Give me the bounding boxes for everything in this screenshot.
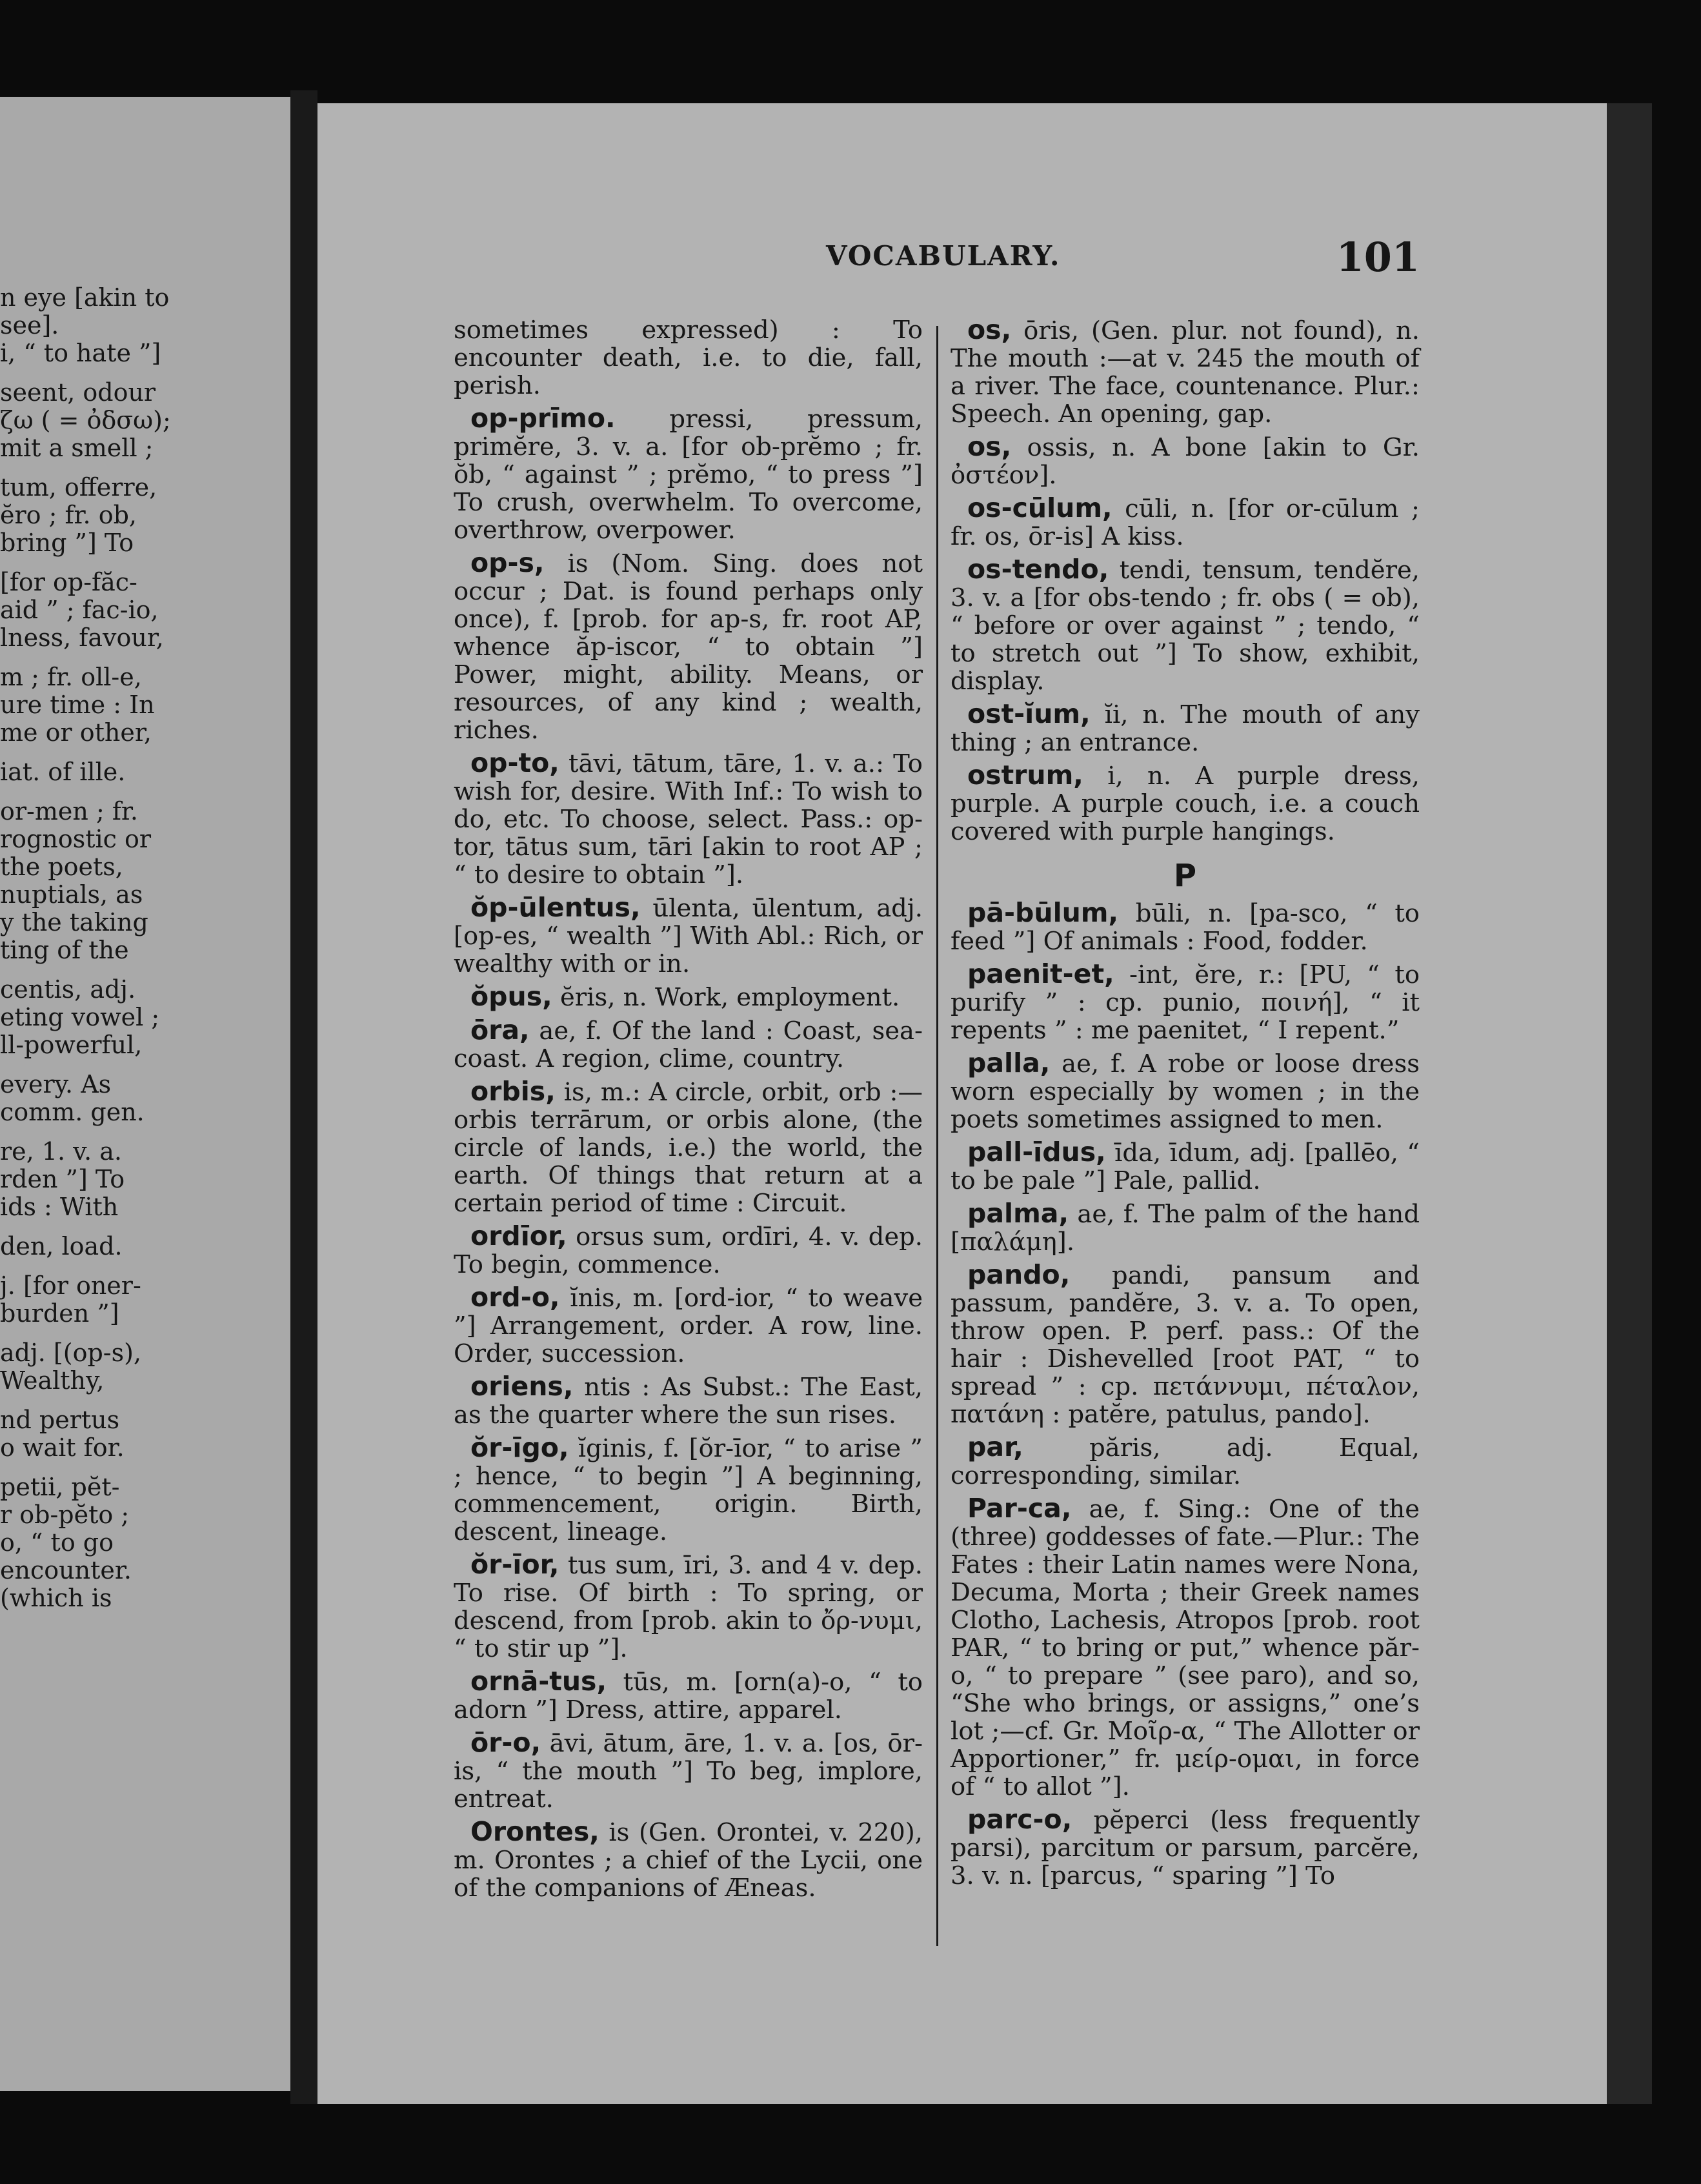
left-page-line: i, “ to hate ”] bbox=[0, 339, 161, 367]
dictionary-entry bbox=[951, 899, 1420, 955]
dictionary-entry bbox=[951, 1495, 1420, 1801]
left-page-line: bring ”] To bbox=[0, 529, 134, 557]
entry-definition: ĭginis, f. [ŏr-īor, “ to arise ” ; hence, “ to begin ”] A beginning, commencement, origin. Birth, descent, lineage. bbox=[454, 1434, 923, 1546]
entry-headword: pall-īdus, bbox=[967, 1137, 1106, 1168]
entry-definition: pressi, pressum, primĕre, 3. v. a. [for ob-prĕmo ; fr. ŏb, “ against ” ; prĕmo, “ to press ”] To crush, overwhelm. To overcome, overthrow, overpower. bbox=[454, 405, 923, 545]
dictionary-entry bbox=[454, 549, 923, 744]
entry-headword: op-prīmo. bbox=[470, 403, 616, 434]
dictionary-entry bbox=[454, 983, 923, 1011]
dictionary-entry bbox=[454, 405, 923, 544]
left-page-line: me or other, bbox=[0, 718, 152, 747]
entry-headword: parc-o, bbox=[967, 1804, 1072, 1835]
dictionary-entry bbox=[951, 1200, 1420, 1256]
left-page-line: every. As bbox=[0, 1070, 112, 1098]
dictionary-entry bbox=[454, 1818, 923, 1902]
entry-headword: ōra, bbox=[470, 1015, 530, 1046]
left-page-line: see]. bbox=[0, 311, 59, 339]
dictionary-entry bbox=[454, 1284, 923, 1368]
entry-headword: os, bbox=[967, 314, 1012, 345]
dictionary-entry bbox=[454, 894, 923, 978]
left-page-line: seent, odour bbox=[0, 378, 156, 407]
left-page-line: y the taking bbox=[0, 908, 148, 936]
entry-definition: ĕris, n. Work, employment. bbox=[559, 983, 900, 1012]
entry-definition: pandi, pansum and passum, pandĕre, 3. v. a. To open, throw open. P. perf. pass.: Of the hair : Dishevelled [root PAT, “ to spread ” : cp. πετάννυμι, πέταλον, πατάνη : patĕre, patulus, pando]. bbox=[951, 1261, 1420, 1429]
dictionary-entry bbox=[454, 316, 923, 399]
entry-headword: Par-ca, bbox=[967, 1493, 1072, 1524]
dictionary-entry bbox=[454, 1222, 923, 1279]
entry-definition: is, m.: A circle, orbit, orb :—orbis terrārum, or orbis alone, (the circle of lands, i.e.) the world, the earth. Of things that return at a certain period of time : Circuit. bbox=[454, 1078, 923, 1218]
left-page-line: tum, offerre, bbox=[0, 473, 157, 501]
column-right bbox=[951, 316, 1420, 1895]
entry-headword: ost-ĭum, bbox=[967, 698, 1091, 729]
left-page-line: comm. gen. bbox=[0, 1098, 145, 1126]
entry-definition: ae, f. A robe or loose dress worn especially by women ; in the poets sometimes assigned to men. bbox=[951, 1049, 1420, 1134]
book-gutter bbox=[290, 90, 317, 2104]
dictionary-entry bbox=[951, 1049, 1420, 1133]
left-page-line: n eye [akin to bbox=[0, 283, 170, 312]
entry-headword: par, bbox=[967, 1431, 1023, 1462]
entry-definition: ae, f. Sing.: One of the (three) goddesses of fate.—Plur.: The Fates : their Latin names were Nona, Decuma, Morta ; their Greek names Clotho, Lachesis, Atropos [prob. root PAR, “ to bring or put,” whence păr-o, “ to prepare ” (see paro), and so, “She who brings, or assigns,” one’s lot ;—cf. Gr. Μοῖρ-α, “ The Allotter or Apportioner,” fr. μείρ-ομαι, in force of “ to allot ”]. bbox=[951, 1495, 1420, 1801]
entry-headword: oriens, bbox=[470, 1371, 574, 1402]
entry-headword: ŏpus, bbox=[470, 981, 552, 1012]
entry-headword: ornā-tus, bbox=[470, 1666, 607, 1697]
entry-headword: paenit-et, bbox=[967, 958, 1114, 989]
dictionary-entry bbox=[454, 1078, 923, 1217]
entry-definition: ōris, (Gen. plur. not found), n. The mouth :—at v. 245 the mouth of a river. The face, countenance. Plur.: Speech. An opening, gap. bbox=[951, 316, 1420, 429]
left-page-line: ting of the bbox=[0, 936, 129, 964]
entry-definition: būli, n. [pa-sco, “ to feed ”] Of animals : Food, fodder. bbox=[951, 899, 1420, 956]
entry-definition: āvi, ātum, āre, 1. v. a. [os, ōr-is, “ the mouth ”] To beg, implore, entreat. bbox=[454, 1729, 923, 1814]
left-page-line: ids : With bbox=[0, 1193, 119, 1221]
dictionary-entry bbox=[454, 1373, 923, 1429]
page-header bbox=[510, 234, 1420, 285]
entry-headword: ŏp-ūlentus, bbox=[470, 892, 641, 923]
entry-headword: Orontes, bbox=[470, 1816, 599, 1847]
entry-definition: orsus sum, ordīri, 4. v. dep. To begin, commence. bbox=[454, 1222, 923, 1279]
entry-headword: op-s, bbox=[470, 547, 545, 578]
entry-definition: ntis : As Subst.: The East, as the quarter where the sun rises. bbox=[454, 1373, 923, 1430]
entry-definition: tūs, m. [orn(a)-o, “ to adorn ”] Dress, attire, apparel. bbox=[454, 1668, 923, 1724]
left-page-line: iat. of ille. bbox=[0, 758, 126, 786]
entry-definition: pĕperci (less frequently parsi), parcitum or parsum, parcĕre, 3. v. n. [parcus, “ sparing ”] To bbox=[951, 1806, 1420, 1890]
dictionary-entry bbox=[454, 1434, 923, 1546]
section-letter: P bbox=[1173, 858, 1197, 894]
entry-definition: ae, f. The palm of the hand [παλάμη]. bbox=[951, 1200, 1420, 1257]
entry-definition: īda, īdum, adj. [pallēo, “ to be pale ”] Pale, pallid. bbox=[951, 1138, 1420, 1195]
entry-definition: tāvi, tātum, tāre, 1. v. a.: To wish for, desire. With Inf.: To wish to do, etc. To choose, select. Pass.: op-tor, tātus sum, tāri [akin to root AP ; “ to desire to obtain ”]. bbox=[454, 749, 923, 889]
left-page-line: re, 1. v. a. bbox=[0, 1137, 122, 1166]
left-page-line: burden ”] bbox=[0, 1299, 119, 1328]
column-left bbox=[454, 316, 923, 1907]
left-page-line: r ob-pĕto ; bbox=[0, 1501, 130, 1529]
left-page-line: ζω ( = ὀδσω); bbox=[0, 406, 171, 434]
entry-headword: ŏr-īor, bbox=[470, 1549, 559, 1580]
entry-definition: sometimes expressed) : To encounter death, i.e. to die, fall, perish. bbox=[454, 316, 923, 400]
entry-definition: is (Nom. Sing. does not occur ; Dat. is found perhaps only once), f. [prob. for ap-s, fr. root AP, whence ăp-iscor, “ to obtain ”] Power, might, ability. Means, or resources, of any kind ; wealth, riches. bbox=[454, 549, 923, 745]
left-page-line: encounter. bbox=[0, 1556, 132, 1584]
left-page-line: nuptials, as bbox=[0, 880, 143, 909]
dictionary-entry bbox=[951, 700, 1420, 756]
column-rule bbox=[936, 326, 938, 1946]
left-page-line: o, “ to go bbox=[0, 1528, 114, 1557]
dictionary-entry bbox=[454, 749, 923, 889]
left-page-line: or-men ; fr. bbox=[0, 797, 138, 825]
dictionary-entry bbox=[951, 1806, 1420, 1890]
entry-definition: i, n. A purple dress, purple. A purple couch, i.e. a couch covered with purple hangings. bbox=[951, 762, 1420, 846]
entry-headword: pā-būlum, bbox=[967, 897, 1119, 928]
entry-definition: tendi, tensum, tendĕre, 3. v. a [for obs-tendo ; fr. obs ( = ob), “ before or over against ” ; tendo, “ to stretch out ”] To show, exhibit, display. bbox=[951, 556, 1420, 696]
left-page-text bbox=[0, 284, 284, 1612]
left-page-line: Wealthy, bbox=[0, 1366, 105, 1395]
page-edge bbox=[1607, 103, 1652, 2104]
entry-headword: os-tendo, bbox=[967, 554, 1109, 585]
page-number: 101 bbox=[1336, 234, 1420, 281]
left-page bbox=[0, 97, 290, 2091]
entry-definition: ossis, n. A bone [akin to Gr. ὀστέον]. bbox=[951, 433, 1420, 490]
left-page-line: [for op-făc- bbox=[0, 568, 137, 596]
dictionary-entry bbox=[951, 1261, 1420, 1428]
entry-headword: ordīor, bbox=[470, 1220, 567, 1251]
left-page-line: rden ”] To bbox=[0, 1165, 125, 1193]
entry-headword: ord-o, bbox=[470, 1282, 560, 1313]
entry-definition: cūli, n. [for or-cūlum ; fr. os, ōr-is] A kiss. bbox=[951, 494, 1420, 551]
left-page-line: mit a smell ; bbox=[0, 434, 154, 462]
dictionary-entry bbox=[951, 433, 1420, 489]
left-page-line: rognostic or bbox=[0, 825, 152, 853]
left-page-line: ĕro ; fr. ob, bbox=[0, 501, 137, 529]
dictionary-entry bbox=[951, 316, 1420, 428]
dictionary-entry bbox=[454, 1729, 923, 1813]
entry-headword: ōr-o, bbox=[470, 1727, 541, 1758]
entry-definition: ĭnis, m. [ord-ior, “ to weave ”] Arrangement, order. A row, line. Order, succession. bbox=[454, 1284, 923, 1368]
dictionary-entry bbox=[951, 960, 1420, 1044]
entry-definition: păris, adj. Equal, corresponding, similar. bbox=[951, 1433, 1420, 1490]
left-page-line: ure time : In bbox=[0, 691, 155, 719]
left-page-line: petii, pĕt- bbox=[0, 1473, 120, 1501]
entry-definition: -int, ĕre, r.: [PU, “ to purify ” : cp. punio, ποινή], “ it repents ” : me paenitet, “ I repent.” bbox=[951, 960, 1420, 1045]
left-page-line: m ; fr. oll-e, bbox=[0, 663, 142, 691]
left-page-line: eting vowel ; bbox=[0, 1003, 160, 1031]
running-head: VOCABULARY. bbox=[826, 240, 1061, 272]
left-page-line: the poets, bbox=[0, 853, 123, 881]
entry-headword: palma, bbox=[967, 1198, 1069, 1229]
entry-headword: pando, bbox=[967, 1259, 1071, 1290]
entry-headword: palla, bbox=[967, 1047, 1051, 1078]
entry-definition: tus sum, īri, 3. and 4 v. dep. To rise. Of birth : To spring, or descend, from [prob. akin to ὄρ-νυμι, “ to stir up ”]. bbox=[454, 1551, 923, 1663]
left-page-line: centis, adj. bbox=[0, 975, 136, 1004]
dictionary-entry bbox=[951, 494, 1420, 551]
dictionary-entry bbox=[951, 1138, 1420, 1195]
left-page-line: aid ” ; fac-io, bbox=[0, 596, 159, 624]
dictionary-entry bbox=[454, 1668, 923, 1724]
left-page-line: ll-powerful, bbox=[0, 1031, 143, 1059]
entry-headword: os-cūlum, bbox=[967, 492, 1112, 523]
entry-headword: ostrum, bbox=[967, 760, 1083, 791]
left-page-line: den, load. bbox=[0, 1232, 123, 1260]
left-page-line: j. [for oner- bbox=[0, 1271, 141, 1300]
dictionary-entry bbox=[951, 762, 1420, 845]
entry-definition: ae, f. Of the land : Coast, sea-coast. A region, clime, country. bbox=[454, 1016, 923, 1073]
entry-headword: orbis, bbox=[470, 1076, 556, 1107]
dictionary-entry bbox=[454, 1016, 923, 1073]
left-page-line: adj. [(op-s), bbox=[0, 1339, 142, 1367]
entry-definition: ĭi, n. The mouth of any thing ; an entrance. bbox=[951, 700, 1420, 757]
entry-headword: ŏr-īgo, bbox=[470, 1432, 569, 1463]
left-page-line: o wait for. bbox=[0, 1433, 125, 1462]
entry-definition: ūlenta, ūlentum, adj. [op-es, “ wealth ”] With Abl.: Rich, or wealthy with or in. bbox=[454, 894, 923, 978]
dictionary-entry bbox=[951, 1433, 1420, 1490]
dictionary-entry bbox=[951, 556, 1420, 695]
entry-definition: is (Gen. Orontei, v. 220), m. Orontes ; a chief of the Lycii, one of the companions of Æneas. bbox=[454, 1818, 923, 1903]
dictionary-entry bbox=[454, 1551, 923, 1663]
left-page-line: (which is bbox=[0, 1584, 112, 1612]
left-page-line: lness, favour, bbox=[0, 623, 164, 652]
entry-headword: os, bbox=[967, 431, 1012, 462]
left-page-line: nd pertus bbox=[0, 1406, 120, 1434]
entry-headword: op-to, bbox=[470, 747, 559, 778]
